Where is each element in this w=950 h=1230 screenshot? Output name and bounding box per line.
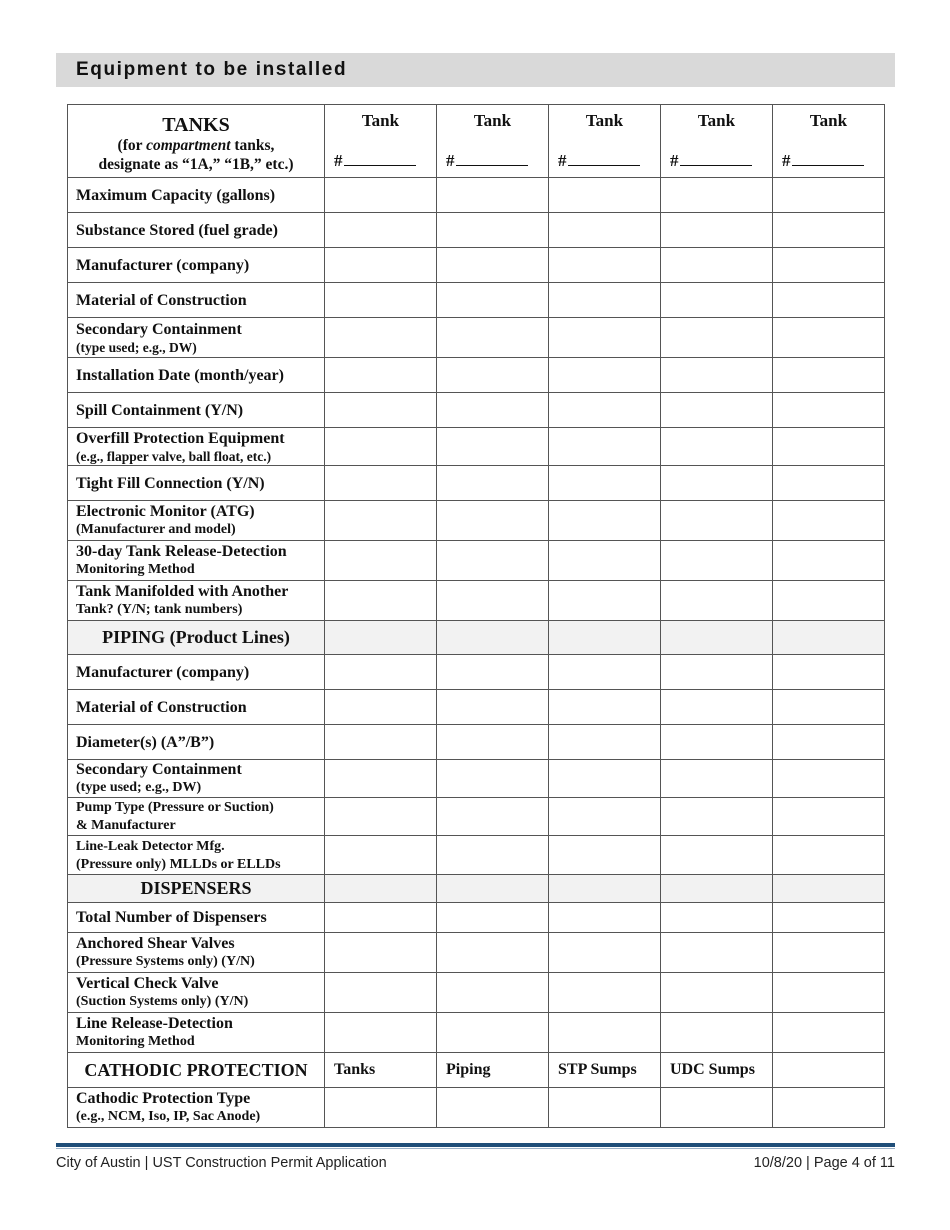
entry-cell[interactable]	[661, 248, 773, 283]
entry-cell[interactable]	[325, 581, 437, 621]
entry-cell[interactable]	[325, 836, 437, 875]
entry-cell[interactable]	[549, 466, 661, 501]
tank-row	[68, 248, 885, 283]
entry-cell[interactable]	[661, 725, 773, 760]
row-label-note: & Manufacturer	[76, 818, 176, 833]
entry-cell[interactable]	[773, 836, 885, 875]
entry-cell[interactable]	[773, 581, 885, 621]
row-label-note: (e.g., flapper valve, ball float, etc.)	[76, 448, 272, 464]
section-blank-cell	[325, 875, 437, 903]
entry-cell[interactable]	[437, 760, 549, 798]
entry-cell[interactable]	[549, 318, 661, 358]
entry-cell[interactable]	[773, 318, 885, 358]
entry-cell[interactable]	[661, 973, 773, 1013]
entry-cell[interactable]	[549, 725, 661, 760]
row-label-text: Manufacturer (company)	[76, 256, 250, 274]
tank-column-header: Tank #	[773, 105, 885, 178]
entry-cell[interactable]	[773, 501, 885, 541]
entry-cell[interactable]	[661, 655, 773, 690]
entry-cell[interactable]	[437, 393, 549, 428]
row-label-text: Line Release-Detection	[76, 1014, 233, 1032]
cathodic-row	[68, 1088, 885, 1128]
row-label-text: Pump Type (Pressure or Suction)	[76, 800, 274, 815]
section-blank-cell	[549, 875, 661, 903]
row-label-note: Monitoring Method	[76, 1033, 195, 1049]
section-blank-cell	[661, 875, 773, 903]
entry-cell[interactable]	[549, 655, 661, 690]
entry-cell[interactable]	[325, 213, 437, 248]
entry-cell[interactable]	[661, 213, 773, 248]
tank-row-label	[68, 248, 325, 283]
entry-cell[interactable]	[773, 248, 885, 283]
dispenser-row	[68, 933, 885, 973]
entry-cell[interactable]	[773, 213, 885, 248]
row-label-text: Material of Construction	[76, 291, 247, 309]
tank-column-header: Tank #	[325, 105, 437, 178]
entry-cell[interactable]	[549, 358, 661, 393]
section-blank-cell	[549, 621, 661, 655]
tank-row-label	[68, 318, 325, 358]
row-label-text: Line-Leak Detector Mfg.	[76, 838, 225, 854]
entry-cell[interactable]	[661, 760, 773, 798]
row-label-note: Monitoring Method	[76, 561, 195, 577]
entry-cell[interactable]	[325, 393, 437, 428]
cathodic-column-header: UDC Sumps	[661, 1053, 773, 1088]
cathodic-column-header	[773, 1053, 885, 1088]
entry-cell[interactable]	[549, 933, 661, 973]
tank-row-label	[68, 581, 325, 621]
entry-cell[interactable]	[437, 501, 549, 541]
piping-section-row	[68, 621, 885, 655]
row-label-text: Vertical Check Valve	[76, 974, 219, 992]
entry-cell[interactable]	[773, 760, 885, 798]
tank-row	[68, 358, 885, 393]
tank-row	[68, 213, 885, 248]
entry-cell[interactable]	[661, 1088, 773, 1128]
equipment-table	[67, 104, 885, 1128]
entry-cell[interactable]	[661, 283, 773, 318]
tank-row-label	[68, 393, 325, 428]
entry-cell[interactable]	[325, 655, 437, 690]
entry-cell[interactable]	[325, 318, 437, 358]
entry-cell[interactable]	[549, 1088, 661, 1128]
cathodic-section-title: CATHODIC PROTECTION	[68, 1053, 325, 1088]
row-label-text: Overfill Protection Equipment	[76, 429, 285, 447]
row-label-note: Tank? (Y/N; tank numbers)	[76, 601, 243, 617]
footer-rule-thin	[56, 1148, 895, 1149]
entry-cell[interactable]	[661, 541, 773, 581]
entry-cell[interactable]	[549, 836, 661, 875]
tank-row	[68, 581, 885, 621]
row-label-text: Cathodic Protection Type	[76, 1089, 251, 1107]
entry-cell[interactable]	[549, 248, 661, 283]
entry-cell[interactable]	[437, 213, 549, 248]
entry-cell[interactable]	[661, 358, 773, 393]
section-title: Equipment to be installed	[76, 59, 348, 80]
entry-cell[interactable]	[773, 283, 885, 318]
entry-cell[interactable]	[549, 798, 661, 836]
entry-cell[interactable]	[325, 725, 437, 760]
entry-cell[interactable]	[773, 798, 885, 836]
entry-cell[interactable]	[325, 1013, 437, 1053]
tank-number-field[interactable]	[792, 151, 864, 166]
piping-row-label	[68, 836, 325, 875]
footer-page-info: 10/8/20 | Page 4 of 11	[753, 1155, 895, 1171]
row-label-text: Secondary Containment	[76, 320, 242, 338]
entry-cell[interactable]	[661, 393, 773, 428]
piping-row-label	[68, 798, 325, 836]
row-label-note: (type used; e.g., DW)	[76, 779, 202, 795]
entry-cell[interactable]	[325, 358, 437, 393]
tank-row	[68, 318, 885, 358]
tanks-header-row	[68, 105, 885, 178]
section-header	[56, 53, 895, 87]
entry-cell[interactable]	[325, 248, 437, 283]
entry-cell[interactable]	[549, 690, 661, 725]
entry-cell[interactable]	[437, 1088, 549, 1128]
tank-number-field[interactable]	[680, 151, 752, 166]
piping-row	[68, 798, 885, 836]
entry-cell[interactable]	[773, 725, 885, 760]
row-label-note: (type used; e.g., DW)	[76, 339, 197, 355]
entry-cell[interactable]	[773, 973, 885, 1013]
entry-cell[interactable]	[437, 725, 549, 760]
entry-cell[interactable]	[661, 690, 773, 725]
entry-cell[interactable]	[325, 933, 437, 973]
entry-cell[interactable]	[773, 903, 885, 933]
section-blank-cell	[437, 875, 549, 903]
dispensers-section-row	[68, 875, 885, 903]
section-blank-cell	[437, 621, 549, 655]
entry-cell[interactable]	[437, 318, 549, 358]
entry-cell[interactable]	[549, 973, 661, 1013]
tanks-note: (for compartment tanks,	[117, 137, 275, 154]
tank-row-label	[68, 213, 325, 248]
row-label-note: (Pressure Systems only) (Y/N)	[76, 953, 255, 969]
entry-cell[interactable]	[661, 428, 773, 466]
entry-cell[interactable]	[773, 178, 885, 213]
piping-row	[68, 655, 885, 690]
entry-cell[interactable]	[661, 933, 773, 973]
row-label-text: 30-day Tank Release-Detection	[76, 542, 287, 560]
tank-row-label	[68, 466, 325, 501]
entry-cell[interactable]	[325, 798, 437, 836]
dispenser-row-label	[68, 933, 325, 973]
dispensers-section-title: DISPENSERS	[68, 875, 325, 903]
entry-cell[interactable]	[773, 1088, 885, 1128]
row-label-text: Maximum Capacity (gallons)	[76, 186, 276, 204]
tank-row-label	[68, 283, 325, 318]
entry-cell[interactable]	[437, 248, 549, 283]
section-blank-cell	[773, 621, 885, 655]
entry-cell[interactable]	[773, 358, 885, 393]
row-label-text: Material of Construction	[76, 698, 247, 716]
row-label-text: Electronic Monitor (ATG)	[76, 502, 255, 520]
piping-row-label	[68, 760, 325, 798]
cathodic-column-header: Tanks	[325, 1053, 437, 1088]
entry-cell[interactable]	[549, 1013, 661, 1053]
tank-column-header: Tank #	[661, 105, 773, 178]
row-label-note: (e.g., NCM, Iso, IP, Sac Anode)	[76, 1108, 261, 1124]
entry-cell[interactable]	[661, 501, 773, 541]
entry-cell[interactable]	[773, 393, 885, 428]
row-label-text: Anchored Shear Valves	[76, 934, 235, 952]
entry-cell[interactable]	[325, 501, 437, 541]
entry-cell[interactable]	[549, 760, 661, 798]
entry-cell[interactable]	[773, 655, 885, 690]
entry-cell[interactable]	[325, 690, 437, 725]
entry-cell[interactable]	[549, 283, 661, 318]
tank-row-label	[68, 541, 325, 581]
row-label-note: (Suction Systems only) (Y/N)	[76, 993, 249, 1009]
piping-row-label	[68, 690, 325, 725]
tank-number-field[interactable]	[568, 151, 640, 166]
entry-cell[interactable]	[773, 933, 885, 973]
tank-number-field[interactable]	[456, 151, 528, 166]
tanks-note-line2: designate as “1A,” “1B,” etc.)	[98, 156, 294, 173]
entry-cell[interactable]	[437, 466, 549, 501]
row-label-text: Installation Date (month/year)	[76, 366, 284, 384]
entry-cell[interactable]	[549, 428, 661, 466]
dispenser-row-label	[68, 973, 325, 1013]
row-label-text: Secondary Containment	[76, 760, 242, 778]
entry-cell[interactable]	[661, 903, 773, 933]
section-blank-cell	[661, 621, 773, 655]
entry-cell[interactable]	[437, 283, 549, 318]
entry-cell[interactable]	[437, 933, 549, 973]
entry-cell[interactable]	[661, 466, 773, 501]
tank-row-label	[68, 501, 325, 541]
dispenser-row-label	[68, 1013, 325, 1053]
piping-row	[68, 725, 885, 760]
row-label-text: Tight Fill Connection (Y/N)	[76, 474, 265, 492]
tank-row-label	[68, 428, 325, 466]
tanks-header-cell	[68, 105, 325, 178]
entry-cell[interactable]	[437, 973, 549, 1013]
row-label-text: Diameter(s) (A”/B”)	[76, 733, 215, 751]
tank-row	[68, 466, 885, 501]
tank-row	[68, 393, 885, 428]
row-label-note: (Pressure only) MLLDs or ELLDs	[76, 856, 281, 872]
dispenser-row	[68, 1013, 885, 1053]
entry-cell[interactable]	[773, 1013, 885, 1053]
piping-row-label	[68, 655, 325, 690]
footer-rule	[56, 1143, 895, 1147]
cathodic-row-label	[68, 1088, 325, 1128]
entry-cell[interactable]	[325, 283, 437, 318]
tank-row-label	[68, 358, 325, 393]
entry-cell[interactable]	[437, 690, 549, 725]
entry-cell[interactable]	[325, 1088, 437, 1128]
tank-row-label	[68, 178, 325, 213]
entry-cell[interactable]	[549, 178, 661, 213]
entry-cell[interactable]	[549, 581, 661, 621]
cathodic-header-row	[68, 1053, 885, 1088]
piping-row	[68, 760, 885, 798]
entry-cell[interactable]	[325, 541, 437, 581]
entry-cell[interactable]	[549, 501, 661, 541]
tank-column-header: Tank #	[437, 105, 549, 178]
entry-cell[interactable]	[661, 798, 773, 836]
entry-cell[interactable]	[325, 973, 437, 1013]
entry-cell[interactable]	[437, 178, 549, 213]
tank-row	[68, 541, 885, 581]
cathodic-column-header: Piping	[437, 1053, 549, 1088]
entry-cell[interactable]	[437, 903, 549, 933]
row-label-text: Manufacturer (company)	[76, 663, 250, 681]
entry-cell[interactable]	[325, 428, 437, 466]
entry-cell[interactable]	[325, 760, 437, 798]
entry-cell[interactable]	[437, 428, 549, 466]
entry-cell[interactable]	[773, 541, 885, 581]
entry-cell[interactable]	[661, 318, 773, 358]
entry-cell[interactable]	[773, 428, 885, 466]
tank-row	[68, 428, 885, 466]
row-label-text: Spill Containment (Y/N)	[76, 401, 244, 419]
entry-cell[interactable]	[549, 213, 661, 248]
dispenser-row	[68, 903, 885, 933]
dispenser-row	[68, 973, 885, 1013]
entry-cell[interactable]	[661, 836, 773, 875]
piping-section-title: PIPING (Product Lines)	[68, 621, 325, 655]
piping-row	[68, 690, 885, 725]
cathodic-column-header: STP Sumps	[549, 1053, 661, 1088]
entry-cell[interactable]	[773, 466, 885, 501]
entry-cell[interactable]	[549, 903, 661, 933]
section-blank-cell	[325, 621, 437, 655]
tanks-title: TANKS	[162, 114, 230, 136]
entry-cell[interactable]	[325, 466, 437, 501]
entry-cell[interactable]	[325, 903, 437, 933]
piping-row	[68, 836, 885, 875]
entry-cell[interactable]	[325, 178, 437, 213]
entry-cell[interactable]	[437, 541, 549, 581]
entry-cell[interactable]	[661, 581, 773, 621]
row-label-text: Substance Stored (fuel grade)	[76, 221, 278, 239]
tank-row	[68, 178, 885, 213]
entry-cell[interactable]	[661, 178, 773, 213]
entry-cell[interactable]	[437, 836, 549, 875]
section-blank-cell	[773, 875, 885, 903]
entry-cell[interactable]	[661, 1013, 773, 1053]
entry-cell[interactable]	[437, 798, 549, 836]
footer-document-title: City of Austin | UST Construction Permit Application	[56, 1155, 387, 1171]
entry-cell[interactable]	[437, 581, 549, 621]
tank-row	[68, 283, 885, 318]
tank-number-field[interactable]	[344, 151, 416, 166]
entry-cell[interactable]	[773, 690, 885, 725]
entry-cell[interactable]	[549, 541, 661, 581]
row-label-note: (Manufacturer and model)	[76, 521, 236, 537]
tank-column-header: Tank #	[549, 105, 661, 178]
row-label-text: Tank Manifolded with Another	[76, 582, 289, 600]
tank-row	[68, 501, 885, 541]
dispenser-row-label	[68, 903, 325, 933]
entry-cell[interactable]	[549, 393, 661, 428]
row-label-text: Total Number of Dispensers	[76, 909, 267, 926]
entry-cell[interactable]	[437, 655, 549, 690]
piping-row-label	[68, 725, 325, 760]
entry-cell[interactable]	[437, 1013, 549, 1053]
entry-cell[interactable]	[437, 358, 549, 393]
